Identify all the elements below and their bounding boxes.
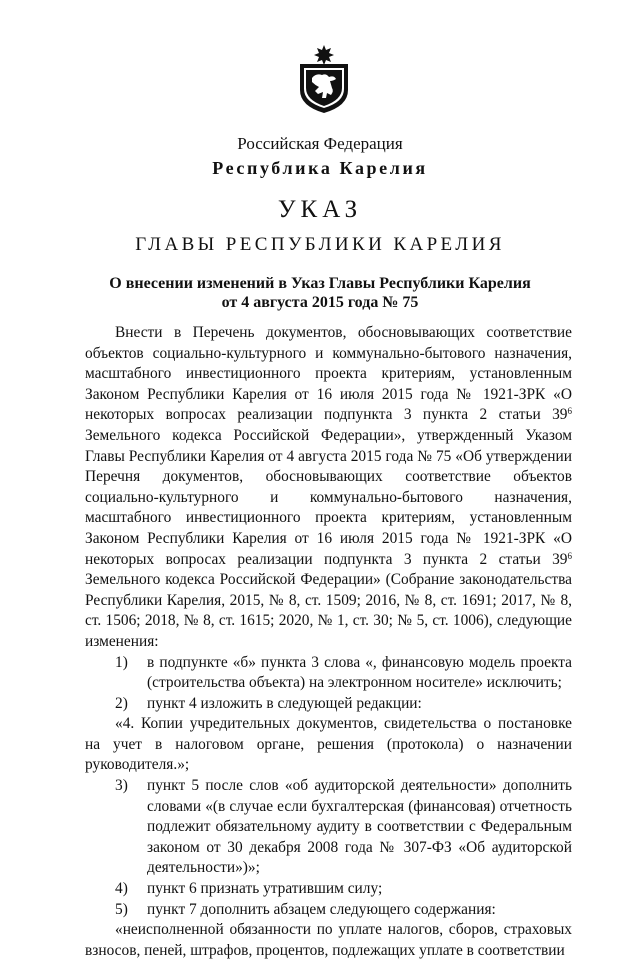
- document-body: [85, 323, 572, 961]
- intro-paragraph: Внести в Перечень документов, обосновывающих соответствие объектов социально-культурного и коммунально-бытового назначения, масштабного инвестиционного проекта критериям, установленным Законом Республики Карелия от 16 июля 2015 года № 1921-ЗРК «О некоторых вопросах реализации подпункта 3 пункта 2 статьи $39^6$ Земельного кодекса Российской Федерации», утвержденный Указом Главы Республики Карелия от 4 августа 2015 года № 75 «Об утверждении Перечня документов, обосновывающих соответствие объектов социально-культурного и коммунально-бытового назначения, масштабного инвестиционного проекта критериям, установленным Законом Республики Карелия от 16 июля 2015 года № 1921-ЗРК «О некоторых вопросах реализации подпункта 3 пункта 2 статьи $39^6$ Земельного кодекса Российской Федерации» (Собрание законодательства Республики Карелия, 2015, № 8, ст. 1509; 2016, № 8, ст. 1691; 2017, № 8, ст. 1506; 2018, № 8, ст. 1615; 2020, № 1, ст. 30; № 5, ст. 1006), следующие изменения:: [85, 324, 572, 650]
- amendment-item-1: 1) в подпункте «б» пункта 3 слова «, финансовую модель проекта (строительства объекта) на электронном носителе» исключить;: [115, 653, 572, 692]
- issuing-authority: ГЛАВЫ РЕСПУБЛИКИ КАРЕЛИЯ: [135, 234, 505, 255]
- quoted-paragraph-7: «неисполненной обязанности по уплате налогов, сборов, страховых взносов, пеней, штрафов, процентов, подлежащих уплате в соответствии: [85, 921, 572, 959]
- republic-name: Республика Карелия: [212, 158, 428, 178]
- amendment-item-4: 4) пункт 6 признать утратившим силу;: [115, 880, 383, 898]
- amendment-item-3: 3) пункт 5 после слов «об аудиторской деятельности» дополнить словами «(в случае если бухгалтерская (финансовая) отчетность подлежит обязательному аудиту в соответствии с Федеральным законом от 30 декабря 2008 года № 307-ФЗ «Об аудиторской деятельности»)»;: [115, 777, 572, 877]
- amendment-item-5: 5) пункт 7 дополнить абзацем следующего содержания:: [115, 900, 496, 918]
- document-title-line1: О внесении изменений в Указ Главы Республики Карелия: [109, 275, 531, 292]
- country-name: Российская Федерация: [237, 134, 403, 153]
- document-type: УКАЗ: [277, 196, 363, 223]
- document-title-line2: от 4 августа 2015 года № 75: [221, 294, 419, 311]
- document-title: [0, 274, 640, 312]
- quoted-paragraph-4: «4. Копии учредительных документов, свидетельства о постановке на учет в налоговом органе, решения (протокола) о назначении руководителя.»;: [85, 715, 572, 774]
- amendment-item-2: 2) пункт 4 изложить в следующей редакции:: [115, 694, 422, 712]
- karelia-coat-of-arms-icon: [296, 44, 352, 114]
